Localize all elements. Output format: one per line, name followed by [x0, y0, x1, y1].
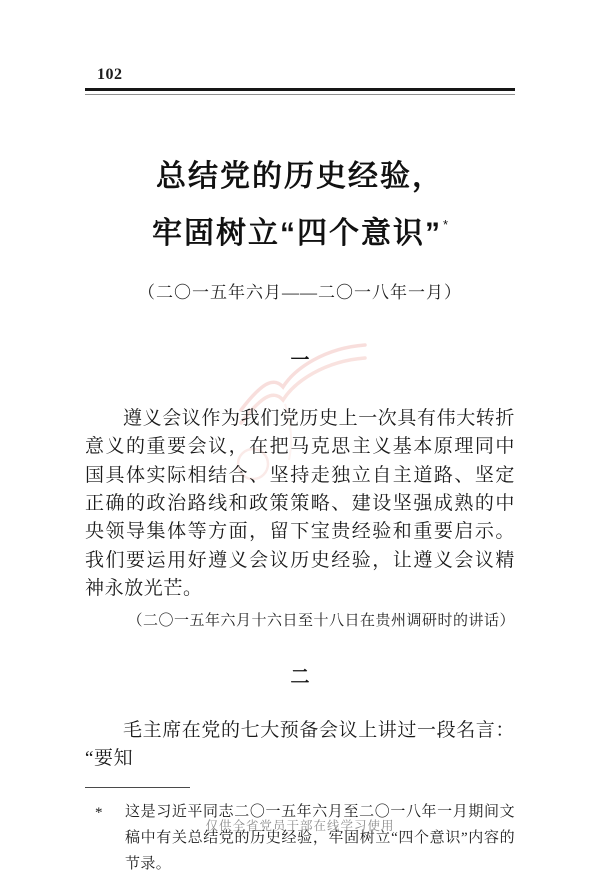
body-paragraph-2: 毛主席在党的七大预备会议上讲过一段名言：“要知: [85, 720, 516, 770]
document-title: [85, 153, 515, 258]
page-content: [85, 0, 515, 877]
footnote-marker: *: [95, 804, 103, 821]
title-line-1: 总结党的历史经验，: [156, 160, 444, 193]
speech-attribution: （二〇一五年六月十六日至十八日在贵州调研时的讲话）: [127, 613, 515, 630]
title-line-2: 牢固树立“四个意识”: [151, 217, 442, 250]
page-number: 102: [97, 66, 123, 83]
footnote: [85, 799, 515, 877]
section-marker-1: 一: [290, 350, 310, 372]
footer-usage-notice: 仅供全省党员干部在线学习使用: [205, 819, 395, 833]
title-footnote-marker: *: [442, 217, 449, 232]
section-marker-2: 二: [290, 667, 310, 689]
footnote-text: 这是习近平同志二〇一五年六月至二〇一八年一月期间文稿中有关总结党的历史经验，牢固树立“四个意识”内容的节录。: [125, 803, 515, 872]
footnote-separator: [85, 787, 190, 788]
date-range: （二〇一五年六月——二〇一八年一月）: [138, 283, 462, 303]
body-paragraph-1: 遵义会议作为我们党历史上一次具有伟大转折意义的重要会议，在把马克思主义基本原理同中国具体实际相结合、坚持走独立自主道路、坚定正确的政治路线和政策策略、建设坚强成熟的中央领导集体等方面，留下宝贵经验和重要启示。我们要运用好遵义会议历史经验，让遵义会议精神永放光芒。: [85, 408, 516, 599]
header-rule: [85, 88, 515, 95]
